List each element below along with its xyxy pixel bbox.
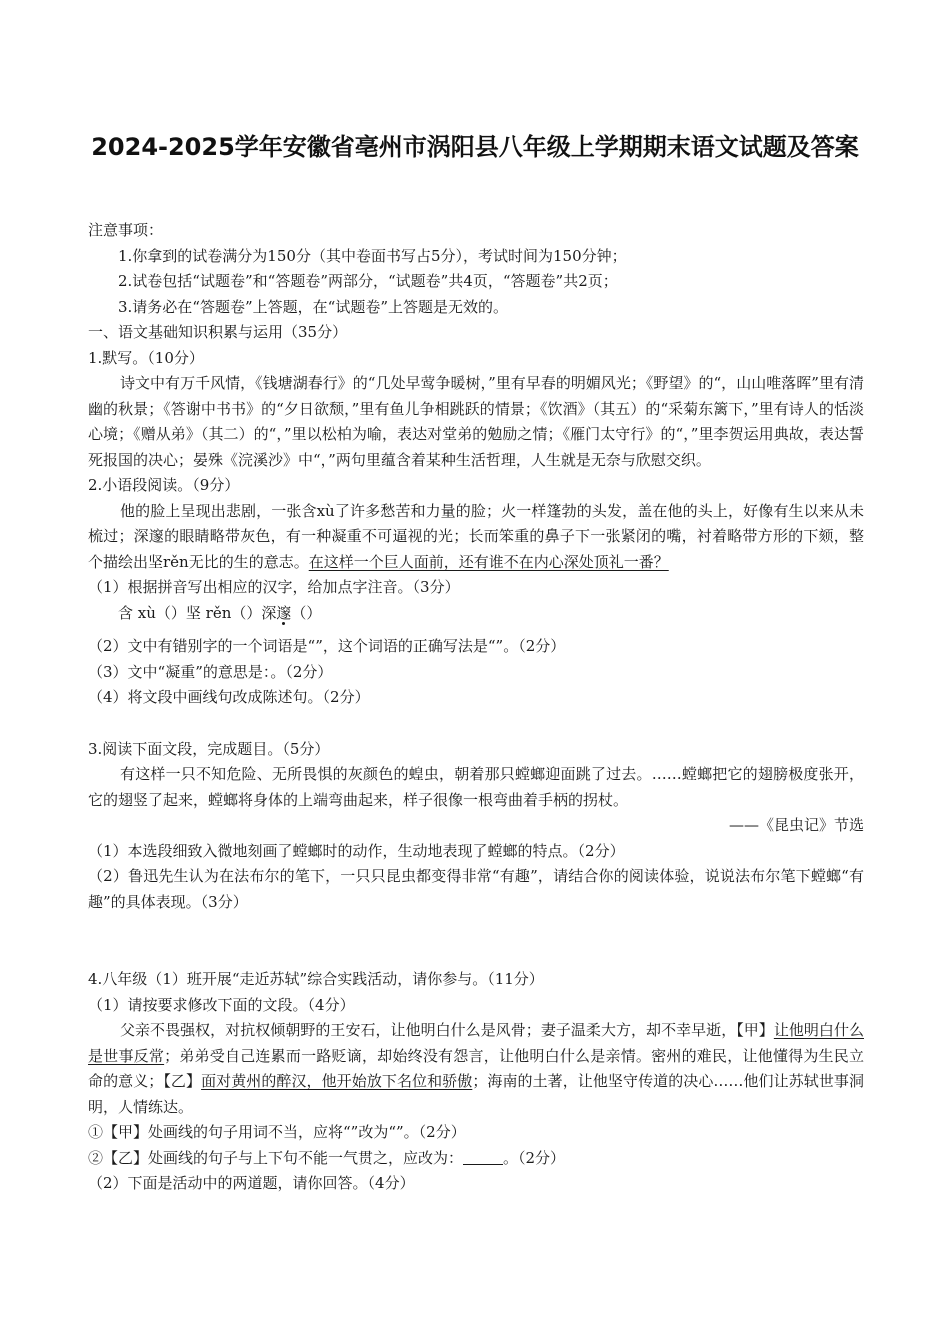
section-heading: 一、语文基础知识积累与运用（35分） [88, 323, 348, 341]
q2-item-b: 坚 rěn（） [185, 603, 262, 622]
q2-item-a: 含 xù（） [118, 603, 186, 622]
q2-heading: 2.小语段阅读。（9分） [88, 476, 240, 494]
q4-passage-part-c: ；海南的土著，让他坚守传道的决心……他们让苏轼世事洞明，人情练达。 [88, 1072, 864, 1116]
q2-sub4: （4）将文段中画线句改成陈述句。（2分） [88, 688, 370, 706]
q4-passage-part-a: 父亲不畏强权，对抗权倾朝野的王安石，让他明白什么是风骨；妻子温柔大方，却不幸早逝， [120, 1021, 737, 1039]
notice-heading: 注意事项： [88, 221, 164, 239]
q2-item-c-post: （） [291, 603, 322, 622]
q2-sub3: （3）文中“凝重”的意思是：。（2分） [88, 662, 333, 681]
document-title: 2024-2025学年安徽省亳州市涡阳县八年级上学期期末语文试题及答案 [91, 133, 859, 161]
q4-passage [88, 1018, 864, 1120]
q3-heading: 3.阅读下面文段，完成题目。（5分） [88, 739, 330, 758]
q4-sub2: （2）下面是活动中的两道题，请你回答。（4分） [88, 1174, 415, 1192]
q3-source: ——《昆虫记》节选 [728, 816, 864, 834]
q4-underlined-yi: 面对黄州的醉汉，他开始放下名位和骄傲 [201, 1072, 473, 1090]
q4-heading: 4.八年级（1）班开展“走近苏轼”综合实践活动，请你参与。（11分） [88, 970, 544, 988]
q4-sub1: （1）请按要求修改下面的文段。（4分） [88, 995, 355, 1014]
q4-item-2-suffix: 。（2分） [503, 1148, 566, 1167]
q2-sub1-items [88, 601, 864, 627]
q3-sub1: （1）本选段细致入微地刻画了螳螂时的动作，生动地表现了螳螂的特点。（2分） [88, 841, 625, 860]
notice-item-1: 1.你拿到的试卷满分为150分（其中卷面书写占5分），考试时间为150分钟； [118, 246, 627, 265]
q2-underlined-sentence: 在这样一个巨人面前，还有谁不在内心深处顶礼一番？ [308, 552, 669, 571]
q2-item-c-pre: 深 [261, 603, 277, 622]
q2-item-c-dotted-char: 邃 [276, 603, 292, 622]
q4-tag-jia: 【甲】 [736, 1021, 774, 1039]
notice-item-3: 3.请务必在“答题卷”上答题，在“试题卷”上答题是无效的。 [118, 297, 508, 316]
q4-item-2 [88, 1146, 864, 1172]
q4-tag-yi: 【乙】 [163, 1072, 202, 1090]
notice-item-2: 2.试卷包括“试题卷”和“答题卷”两部分，“试题卷”共4页，“答题卷”共2页； [118, 272, 618, 290]
q1-heading: 1.默写。（10分） [88, 348, 204, 367]
q2-sub1: （1）根据拼音写出相应的汉字，给加点字注音。（3分） [88, 578, 460, 596]
q4-item-1: ①【甲】处画线的句子用词不当，应将“”改为“”。（2分） [88, 1123, 466, 1141]
q3-text: 有这样一只不知危险、无所畏惧的灰颜色的蝗虫，朝着那只螳螂迎面跳了过去。……螳螂把它的翅膀极度张开，它的翅竖了起来，螳螂将身体的上端弯曲起来，样子很像一根弯曲着手柄的拐杖。 [88, 765, 864, 809]
q3-sub2: （2）鲁迅先生认为在法布尔的笔下，一只只昆虫都变得非常“有趣”，请结合你的阅读体验，说说法布尔笔下螳螂“有趣”的具体表现。（3分） [88, 867, 864, 911]
q1-text: 诗文中有万千风情，《钱塘湖春行》的“几处早莺争暖树，”里有早春的明媚风光；《野望》的“，山山唯落晖”里有清幽的秋景；《答谢中书书》的“夕日欲颓，”里有鱼儿争相跳跃的情景；《饮酒》（其五）的“采菊东篱下，”里有诗人的恬淡心境；《赠从弟》（其二）的“，”里以松柏为喻，表达对堂弟的勉励之情；《雁门太守行》的“，”里李贺运用典故，表达誓死报国的决心；晏殊《浣溪沙》中“，”两句里蕴含着某种生活哲理，人生就是无奈与欣慰交织。 [88, 374, 864, 469]
q2-passage-text: 他的脸上呈现出悲剧，一张含xù了许多愁苦和力量的脸；火一样篷勃的头发，盖在他的头上，好像有生以来从未梳过；深邃的眼睛略带灰色，有一种凝重不可逼视的光；长而笨重的鼻子下一张紧闭的嘴，衬着略带方形的下颏，整个描绘出坚rěn无比的生的意志。 [88, 501, 864, 571]
answer-blank[interactable] [463, 1150, 503, 1165]
q4-passage-part-b: ；弟弟受自己连累而一路贬谪，却始终没有怨言，让他明白什么是亲情。密州的难民，让他懂得为生民立命的意义； [88, 1046, 864, 1090]
q2-sub2: （2）文中有错别字的一个词语是“”，这个词语的正确写法是“”。（2分） [88, 637, 566, 655]
q4-underlined-jia: 让他明白什么是世事反常 [88, 1021, 864, 1065]
q2-passage [88, 499, 864, 576]
q4-item-2-text: ②【乙】处画线的句子与上下句不能一气贯之，应改为： [88, 1148, 464, 1167]
document-body [88, 218, 864, 1197]
